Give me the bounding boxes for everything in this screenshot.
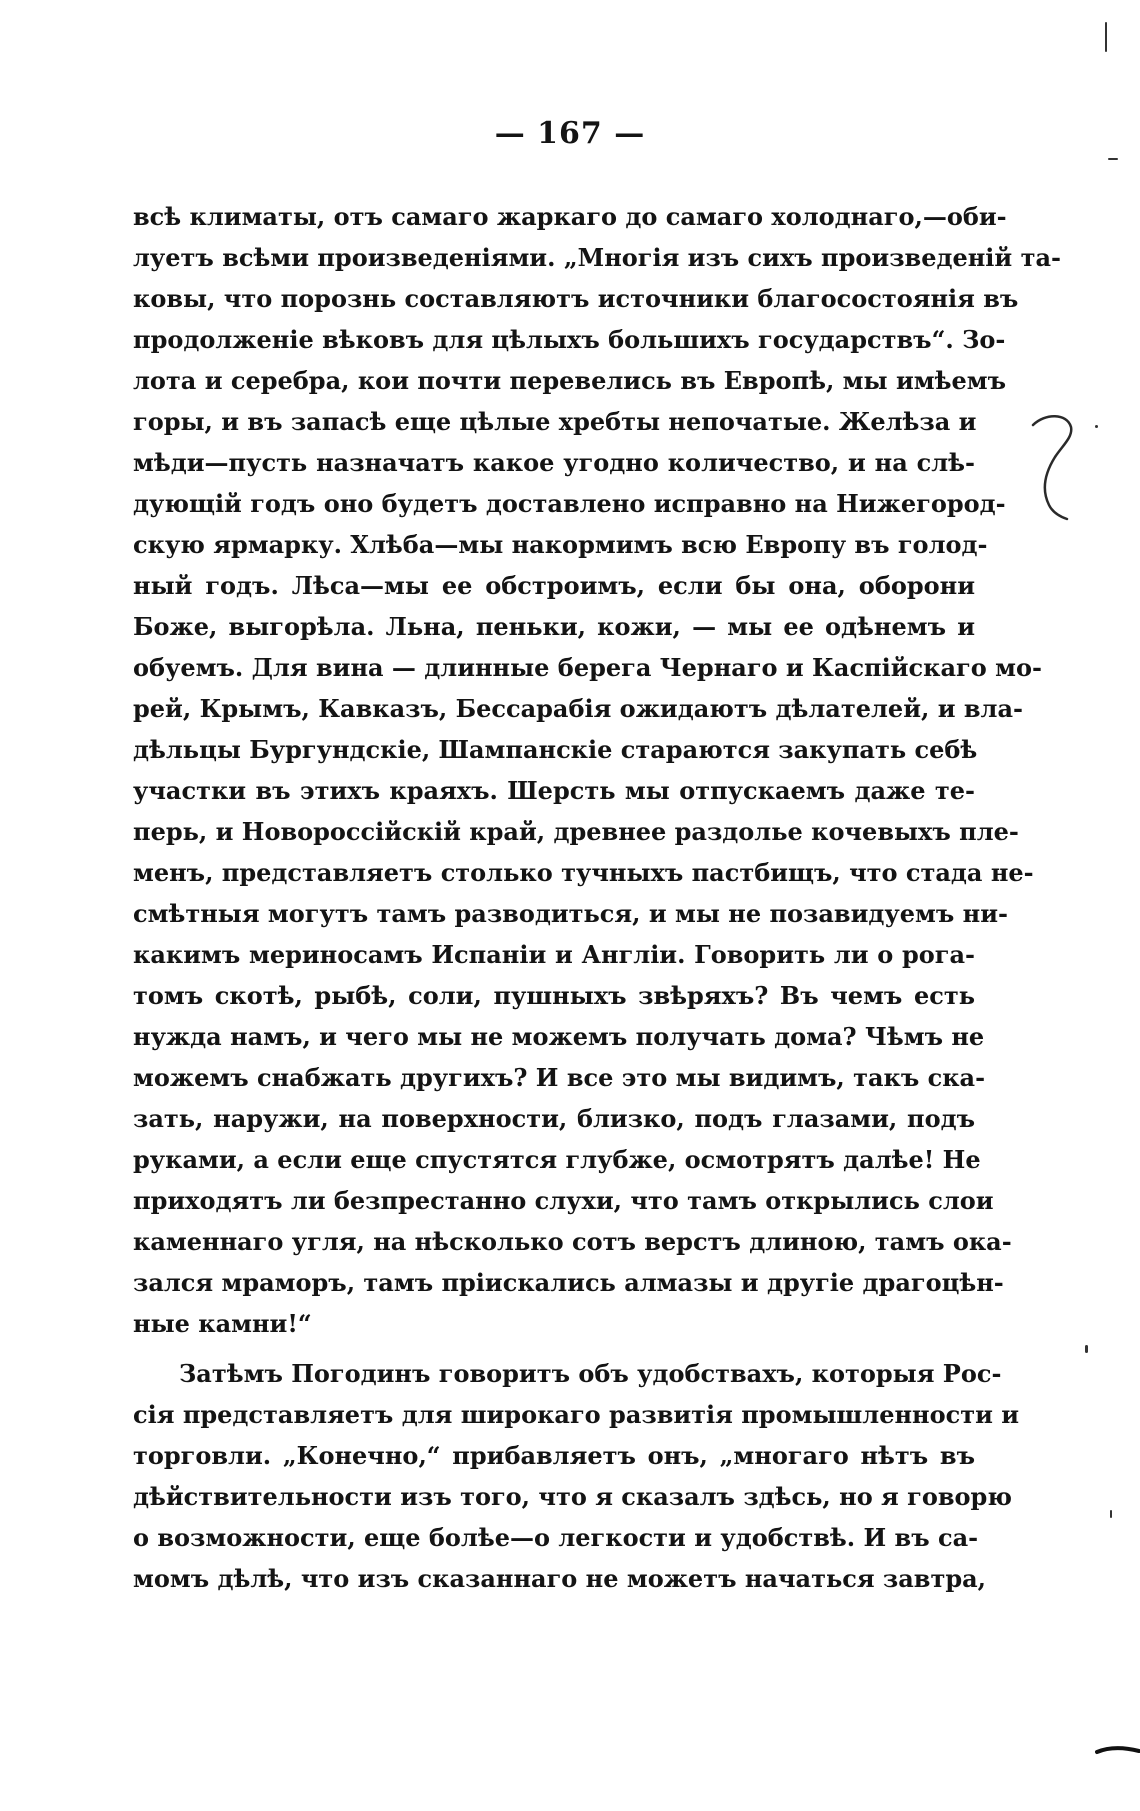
text-line: менъ, представляетъ столько тучныхъ пастбищъ, что стада не- xyxy=(133,858,1034,887)
text-line: торговли. „Конечно,“ прибавляетъ онъ, „многаго нѣтъ въ xyxy=(133,1441,975,1470)
text-line: о возможности, еще болѣе—о легкости и удобствѣ. И въ са- xyxy=(133,1523,979,1552)
text-line: лота и серебра, кои почти перевелись въ Европѣ, мы имѣемъ xyxy=(133,366,1006,395)
text-line: дѣльцы Бургундскіе, Шампанскіе стараются закупать себѣ xyxy=(133,735,978,764)
text-line: всѣ климаты, отъ самаго жаркаго до самаго холоднаго,—оби- xyxy=(133,202,1007,231)
page-number: — 167 — xyxy=(494,116,646,151)
text-line: ные камни!“ xyxy=(133,1309,312,1338)
text-line: продолженіе вѣковъ для цѣлыхъ большихъ государствъ“. Зо- xyxy=(133,325,1006,354)
text-line: сія представляетъ для широкаго развитія промышленности и xyxy=(133,1400,1020,1429)
text-line: приходятъ ли безпрестанно слухи, что тамъ открылись слои xyxy=(133,1186,994,1215)
text-line: дѣйствительности изъ того, что я сказалъ здѣсь, но я говорю xyxy=(133,1482,1012,1511)
paragraph-gap xyxy=(133,1344,975,1353)
text-line: рей, Крымъ, Кавказъ, Бессарабія ожидаютъ дѣлателей, и вла- xyxy=(133,694,1023,723)
text-line: луетъ всѣми произведеніями. „Многія изъ сихъ произведеній та- xyxy=(133,243,1061,272)
text-line: смѣтныя могутъ тамъ разводиться, и мы не позавидуемъ ни- xyxy=(133,899,1008,928)
margin-dot xyxy=(1095,425,1098,428)
margin-dot xyxy=(1105,22,1107,52)
text-line: ный годъ. Лѣса—мы ее обстроимъ, если бы она, оборони xyxy=(133,571,975,600)
text-line: Затѣмъ Погодинъ говоритъ объ удобствахъ, которыя Рос- xyxy=(179,1359,1002,1388)
text-line: дующій годъ оно будетъ доставлено исправно на Нижегород- xyxy=(133,489,1006,518)
text-line: Боже, выгорѣла. Льна, пеньки, кожи, — мы ее одѣнемъ и xyxy=(133,612,975,641)
text-line: руками, а если еще спустятся глубже, осмотрятъ далѣе! Не xyxy=(133,1145,981,1174)
text-line: обуемъ. Для вина — длинные берега Чернаго и Каспійскаго мо- xyxy=(133,653,1042,682)
text-line: перь, и Новороссійскій край, древнее раздолье кочевыхъ пле- xyxy=(133,817,1019,846)
text-line: можемъ снабжать другихъ? И все это мы видимъ, такъ ска- xyxy=(133,1063,986,1092)
text-line: зался мраморъ, тамъ пріискались алмазы и другіе драгоцѣн- xyxy=(133,1268,1004,1297)
text-line: томъ скотѣ, рыбѣ, соли, пушныхъ звѣряхъ? Въ чемъ есть xyxy=(133,981,975,1010)
text-line: ковы, что порознь составляютъ источники благосостоянія въ xyxy=(133,284,1019,313)
paragraph xyxy=(133,196,1061,1344)
text-line: мѣди—пусть назначатъ какое угодно количество, и на слѣ- xyxy=(133,448,975,477)
margin-dot xyxy=(1085,1345,1088,1353)
handwritten-bracket-mark-icon xyxy=(1015,405,1085,525)
text-line: момъ дѣлѣ, что изъ сказаннаго не можетъ начаться завтра, xyxy=(133,1564,987,1593)
text-line: каменнаго угля, на нѣсколько сотъ верстъ длиною, тамъ ока- xyxy=(133,1227,1012,1256)
paragraph xyxy=(133,1353,1020,1599)
body-text xyxy=(133,196,1061,1599)
margin-dash xyxy=(1095,1745,1140,1755)
text-line: скую ярмарку. Хлѣба—мы накормимъ всю Европу въ голод- xyxy=(133,530,988,559)
text-line: нужда намъ, и чего мы не можемъ получать дома? Чѣмъ не xyxy=(133,1022,985,1051)
text-line: какимъ мериносамъ Испаніи и Англіи. Говорить ли о рога- xyxy=(133,940,975,969)
text-line: участки въ этихъ краяхъ. Шерсть мы отпускаемъ даже те- xyxy=(133,776,975,805)
text-line: горы, и въ запасѣ еще цѣлые хребты непочатые. Желѣза и xyxy=(133,407,977,436)
text-line: зать, наружи, на поверхности, близко, подъ глазами, подъ xyxy=(133,1104,975,1133)
margin-dot xyxy=(1110,1510,1112,1518)
margin-dot xyxy=(1108,158,1118,160)
